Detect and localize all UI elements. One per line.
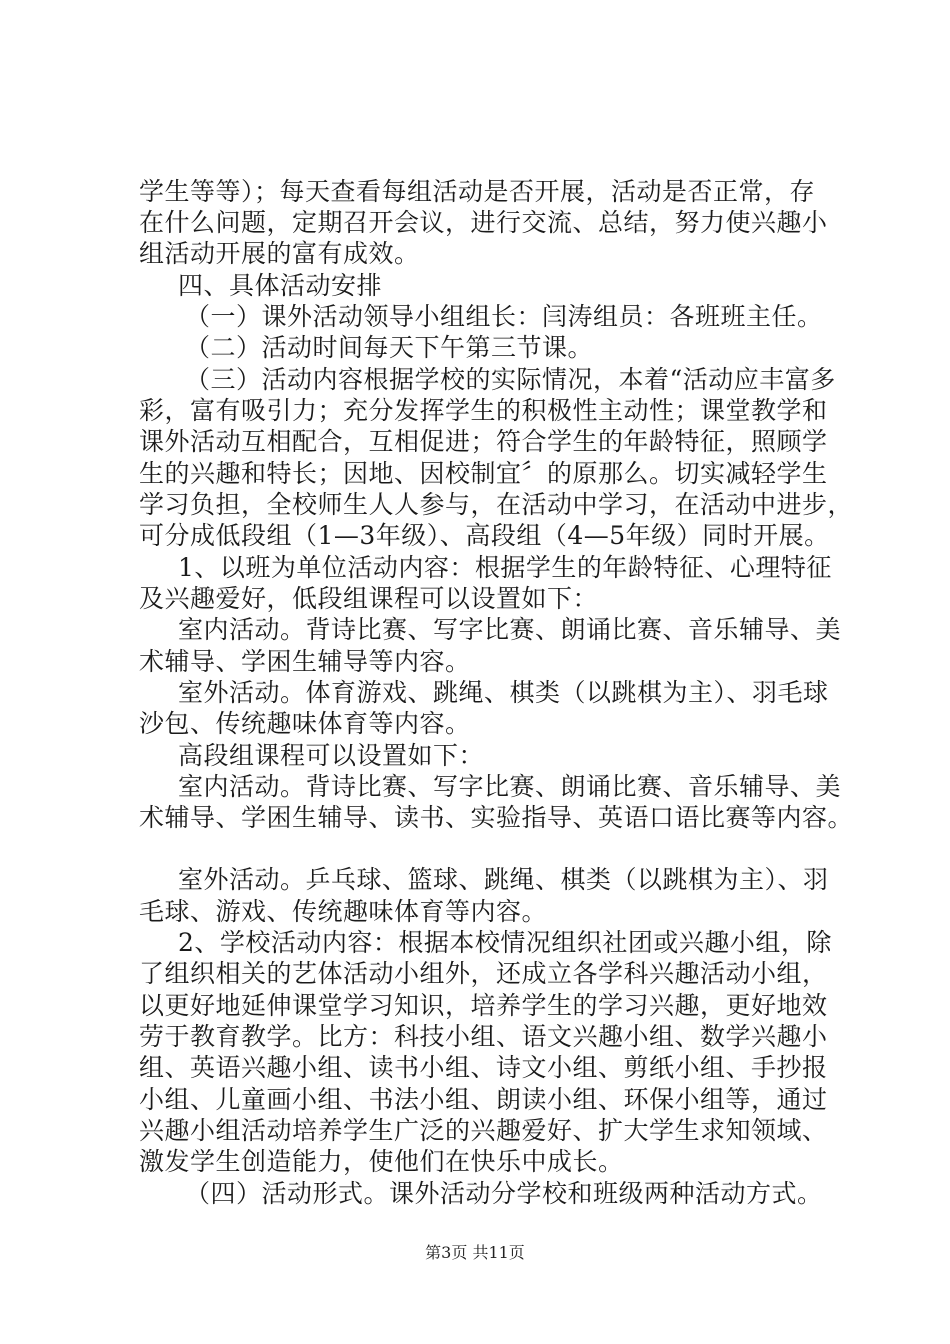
text-line: 高段组课程可以设置如下：: [178, 741, 485, 770]
text-line: 学习负担，全校师生人人参与，在活动中学习，在活动中进步，: [139, 490, 854, 519]
text-line: （四）活动形式。课外活动分学校和班级两种活动方式。: [185, 1179, 823, 1208]
text-line: 1、以班为单位活动内容：根据学生的年龄特征、心理特征: [178, 553, 832, 582]
text-line: 生的兴趣和特长；因地、因校制宜〞的原那么。切实减轻学生: [139, 459, 828, 488]
text-line: 学生等等）；每天查看每组活动是否开展，活动是否正常，存: [139, 177, 816, 206]
text-line: 劳于教育教学。比方：科技小组、语文兴趣小组、数学兴趣小: [139, 1022, 828, 1051]
text-line: 及兴趣爱好，低段组课程可以设置如下：: [139, 584, 599, 613]
text-line: （三）活动内容根据学校的实际情况，本着“活动应丰富多: [185, 365, 836, 394]
text-line: 室内活动。背诗比赛、写字比赛、朗诵比赛、音乐辅导、美: [178, 772, 842, 801]
text-line: 组、英语兴趣小组、读书小组、诗文小组、剪纸小组、手抄报: [139, 1053, 828, 1082]
text-line: 术辅导、学困生辅导等内容。: [139, 647, 471, 676]
text-line: 可分成低段组（1—3年级）、高段组（4—5年级）同时开展。: [139, 521, 830, 550]
text-line: 毛球、游戏、传统趣味体育等内容。: [139, 897, 548, 926]
text-line: 激发学生创造能力，使他们在快乐中成长。: [139, 1147, 624, 1176]
text-line: 室外活动。乒乓球、篮球、跳绳、棋类（以跳棋为主）、羽: [178, 865, 829, 894]
text-line: 组活动开展的富有成效。: [139, 239, 420, 268]
text-line: 室外活动。体育游戏、跳绳、棋类（以跳棋为主）、羽毛球: [178, 678, 829, 707]
text-line: 了组织相关的艺体活动小组外，还成立各学科兴趣活动小组，: [139, 959, 828, 988]
text-line: 术辅导、学困生辅导、读书、实验指导、英语口语比赛等内容。: [139, 803, 854, 832]
text-line: 在什么问题，定期召开会议，进行交流、总结，努力使兴趣小: [139, 208, 828, 237]
text-line: 室内活动。背诗比赛、写字比赛、朗诵比赛、音乐辅导、美: [178, 615, 842, 644]
text-line: 沙包、传统趣味体育等内容。: [139, 709, 471, 738]
page-number: 第3页 共11页: [425, 1243, 525, 1262]
text-line: 彩，富有吸引力；充分发挥学生的积极性主动性；课堂教学和: [139, 396, 828, 425]
text-line: 兴趣小组活动培养学生广泛的兴趣爱好、扩大学生求知领域、: [139, 1116, 828, 1145]
text-line: 2、学校活动内容：根据本校情况组织社团或兴趣小组，除: [178, 928, 832, 957]
section-heading: 四、具体活动安排: [178, 271, 383, 300]
text-line: 以更好地延伸课堂学习知识，培养学生的学习兴趣，更好地效: [139, 991, 828, 1020]
text-line: 课外活动互相配合，互相促进；符合学生的年龄特征，照顾学: [139, 427, 828, 456]
text-line: （一）课外活动领导小组组长：闫涛组员：各班班主任。: [185, 302, 823, 331]
text-line: （二）活动时间每天下午第三节课。: [185, 333, 594, 362]
text-line: 小组、儿童画小组、书法小组、朗读小组、环保小组等，通过: [139, 1085, 828, 1114]
